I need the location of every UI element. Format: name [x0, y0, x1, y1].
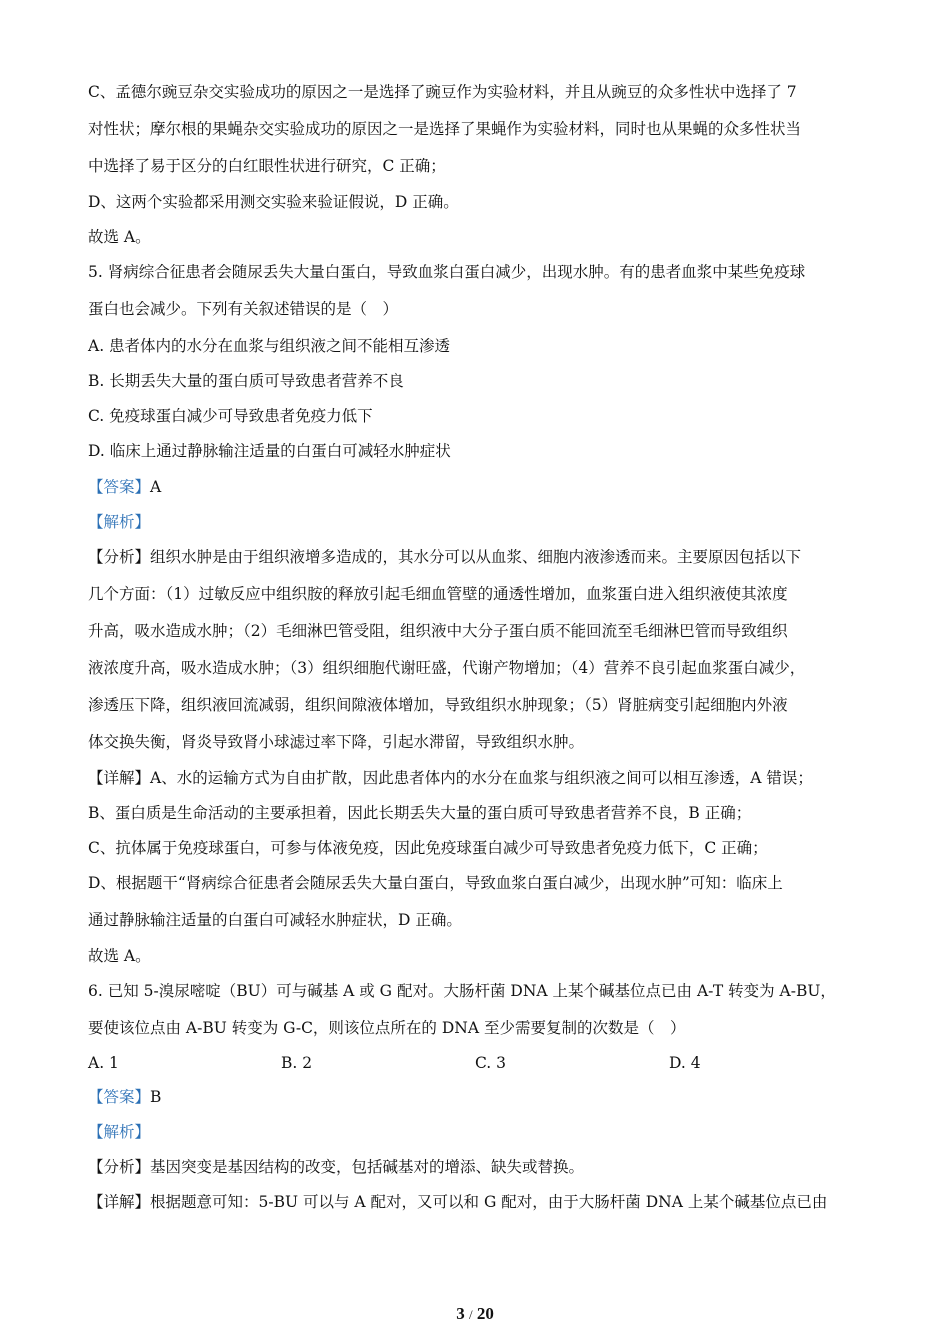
q5-option-a: A. 患者体内的水分在血浆与组织液之间不能相互渗透: [88, 337, 451, 355]
q6-option-b: B. 2: [281, 1054, 313, 1072]
q5-conclusion: 故选 A。: [88, 947, 151, 965]
fenxi-text: 基因突变是基因结构的改变，包括碱基对的增添、缺失或替换。: [150, 1158, 585, 1176]
q6-options: [88, 1053, 788, 1073]
q6-analysis-heading: [88, 1122, 150, 1142]
q5-detail-line1: [88, 768, 813, 788]
page-separator: /: [468, 1307, 473, 1322]
q5-detail-line3: C、抗体属于免疫球蛋白，可参与体液免疫，因此免疫球蛋白减少可导致患者免疫力低下，C 正确；: [88, 839, 768, 857]
q6-stem-line2: 要使该位点由 A-BU 转变为 G-C，则该位点所在的 DNA 至少需要复制的次数是（ ）: [88, 1019, 686, 1037]
q6-option-c: C. 3: [475, 1054, 507, 1072]
analysis-tag: 【解析】: [88, 513, 151, 531]
detail-text: 根据题意可知：5-BU 可以与 A 配对，又可以和 G 配对，由于大肠杆菌 DNA 上某个碱基位点已由: [150, 1193, 828, 1211]
q5-detail-line4: D、根据题干“肾病综合征患者会随尿丢失大量白蛋白，导致血浆白蛋白减少，出现水肿”可知：临床上: [88, 874, 783, 892]
q5-answer: [88, 477, 161, 497]
fenxi-tag: 【分析】: [88, 548, 151, 566]
analysis-tag: 【解析】: [88, 1123, 151, 1141]
answer-value: A: [150, 478, 162, 496]
prev-conclusion: 故选 A。: [88, 228, 151, 246]
q5-analysis-heading: [88, 512, 150, 532]
answer-value: B: [150, 1088, 162, 1106]
detail-text: A、水的运输方式为自由扩散，因此患者体内的水分在血浆与组织液之间可以相互渗透，A 错误；: [150, 769, 813, 787]
detail-tag: 【详解】: [88, 769, 151, 787]
q5-fenxi-line5: 渗透压下降，组织液回流减弱，组织间隙液体增加，导致组织水肿现象；（5）肾脏病变引起细胞内外液: [88, 696, 788, 714]
q5-fenxi-line6: 体交换失衡，肾炎导致肾小球滤过率下降，引起水滞留，导致组织水肿。: [88, 733, 585, 751]
q5-fenxi-line4: 液浓度升高，吸水造成水肿；（3）组织细胞代谢旺盛，代谢产物增加；（4）营养不良引起血浆蛋白减少，: [88, 659, 806, 677]
q5-option-c: C. 免疫球蛋白减少可导致患者免疫力低下: [88, 407, 373, 425]
prev-option-c-line3: 中选择了易于区分的白红眼性状进行研究，C 正确；: [88, 157, 446, 175]
page-number: [0, 1304, 950, 1324]
q6-option-a: A. 1: [88, 1054, 119, 1072]
q5-fenxi-line1: [88, 547, 801, 567]
prev-option-d: D、这两个实验都采用测交实验来验证假说，D 正确。: [88, 193, 459, 211]
answer-tag: 【答案】: [88, 1088, 151, 1106]
q5-option-b: B. 长期丢失大量的蛋白质可导致患者营养不良: [88, 372, 404, 390]
page-total: 20: [476, 1304, 494, 1323]
page-current: 3: [456, 1304, 465, 1323]
q5-stem-line1: 5. 肾病综合征患者会随尿丢失大量白蛋白，导致血浆白蛋白减少，出现水肿。有的患者血浆中某些免疫球: [88, 263, 806, 281]
answer-tag: 【答案】: [88, 478, 151, 496]
q6-detail-line1: [88, 1192, 827, 1212]
q5-stem-line2: 蛋白也会减少。下列有关叙述错误的是（ ）: [88, 300, 399, 318]
q5-option-d: D. 临床上通过静脉输注适量的白蛋白可减轻水肿症状: [88, 442, 451, 460]
q5-detail-line5: 通过静脉输注适量的白蛋白可减轻水肿症状，D 正确。: [88, 911, 462, 929]
q6-fenxi-line1: [88, 1157, 584, 1177]
q5-fenxi-line2: 几个方面：（1）过敏反应中组织胺的释放引起毛细血管壁的通透性增加，血浆蛋白进入组织液使其浓度: [88, 585, 788, 603]
q6-stem-line1: 6. 已知 5-溴尿嘧啶（BU）可与碱基 A 或 G 配对。大肠杆菌 DNA 上某个碱基位点已由 A-T 转变为 A-BU，: [88, 982, 836, 1000]
detail-tag: 【详解】: [88, 1193, 151, 1211]
prev-option-c-line1: C、孟德尔豌豆杂交实验成功的原因之一是选择了豌豆作为实验材料，并且从豌豆的众多性状中选择了 7: [88, 83, 797, 101]
fenxi-text: 组织水肿是由于组织液增多造成的，其水分可以从血浆、细胞内液渗透而来。主要原因包括以下: [150, 548, 802, 566]
q5-fenxi-line3: 升高，吸水造成水肿；（2）毛细淋巴管受阻，组织液中大分子蛋白质不能回流至毛细淋巴管而导致组织: [88, 622, 788, 640]
q6-answer: [88, 1087, 161, 1107]
q5-detail-line2: B、蛋白质是生命活动的主要承担着，因此长期丢失大量的蛋白质可导致患者营养不良，B 正确；: [88, 804, 752, 822]
q6-option-d: D. 4: [669, 1054, 701, 1072]
prev-option-c-line2: 对性状；摩尔根的果蝇杂交实验成功的原因之一是选择了果蝇作为实验材料，同时也从果蝇的众多性状当: [88, 120, 802, 138]
fenxi-tag: 【分析】: [88, 1158, 151, 1176]
